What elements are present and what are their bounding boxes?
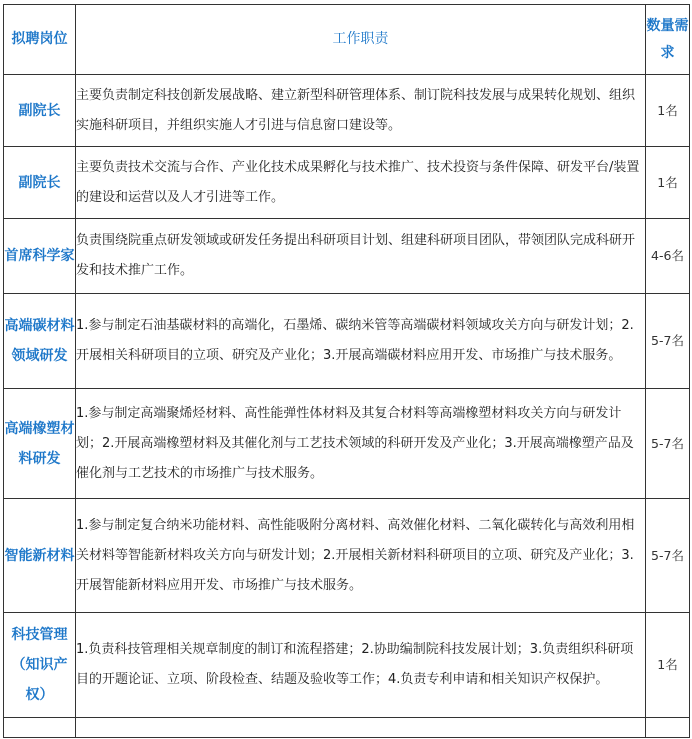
count-cell: 1名 [646, 147, 690, 219]
table-row [4, 219, 690, 294]
empty-cell [76, 718, 646, 738]
count-cell: 5-7名 [646, 294, 690, 389]
position-cell: 副院长 [4, 147, 76, 219]
table-row [4, 147, 690, 219]
header-row [4, 5, 690, 75]
empty-cell [646, 718, 690, 738]
duty-cell: 主要负责制定科技创新发展战略、建立新型科研管理体系、制订院科技发展与成果转化规划、组织实施科研项目，并组织实施人才引进与信息窗口建设等。 [76, 75, 646, 147]
recruitment-table [3, 4, 690, 738]
table-row [4, 389, 690, 499]
empty-cell [4, 718, 76, 738]
position-cell: 高端碳材料领域研发 [4, 294, 76, 389]
position-cell: 高端橡塑材料研发 [4, 389, 76, 499]
duty-cell: 1.参与制定高端聚烯烃材料、高性能弹性体材料及其复合材料等高端橡塑材料攻关方向与研发计划；2.开展高端橡塑材料及其催化剂与工艺技术领域的科研开发及产业化；3.开展高端橡塑产品及催化剂与工艺技术的市场推广与技术服务。 [76, 389, 646, 499]
duty-cell: 主要负责技术交流与合作、产业化技术成果孵化与技术推广、技术投资与条件保障、研发平台/装置的建设和运营以及人才引进等工作。 [76, 147, 646, 219]
count-cell: 1名 [646, 613, 690, 718]
duty-cell: 负责围绕院重点研发领域或研发任务提出科研项目计划、组建科研项目团队，带领团队完成科研开发和技术推广工作。 [76, 219, 646, 294]
duty-cell: 1.参与制定石油基碳材料的高端化，石墨烯、碳纳米管等高端碳材料领域攻关方向与研发计划；2.开展相关科研项目的立项、研究及产业化；3.开展高端碳材料应用开发、市场推广与技术服务。 [76, 294, 646, 389]
count-cell: 5-7名 [646, 389, 690, 499]
position-cell: 副院长 [4, 75, 76, 147]
count-cell: 4-6名 [646, 219, 690, 294]
table-row-partial [4, 718, 690, 738]
header-position: 拟聘岗位 [4, 5, 76, 75]
table-row [4, 294, 690, 389]
table-row [4, 75, 690, 147]
header-duty: 工作职责 [76, 5, 646, 75]
position-cell: 科技管理（知识产权） [4, 613, 76, 718]
header-count: 数量需求 [646, 5, 690, 75]
duty-cell: 1.参与制定复合纳米功能材料、高性能吸附分离材料、高效催化材料、二氧化碳转化与高效利用相关材料等智能新材料攻关方向与研发计划；2.开展相关新材料科研项目的立项、研究及产业化；3.开展智能新材料应用开发、市场推广与技术服务。 [76, 499, 646, 613]
table-row [4, 613, 690, 718]
count-cell: 5-7名 [646, 499, 690, 613]
position-cell: 首席科学家 [4, 219, 76, 294]
duty-cell: 1.负责科技管理相关规章制度的制订和流程搭建；2.协助编制院科技发展计划；3.负责组织科研项目的开题论证、立项、阶段检查、结题及验收等工作；4.负责专利申请和相关知识产权保护。 [76, 613, 646, 718]
position-cell: 智能新材料 [4, 499, 76, 613]
count-cell: 1名 [646, 75, 690, 147]
table-row [4, 499, 690, 613]
